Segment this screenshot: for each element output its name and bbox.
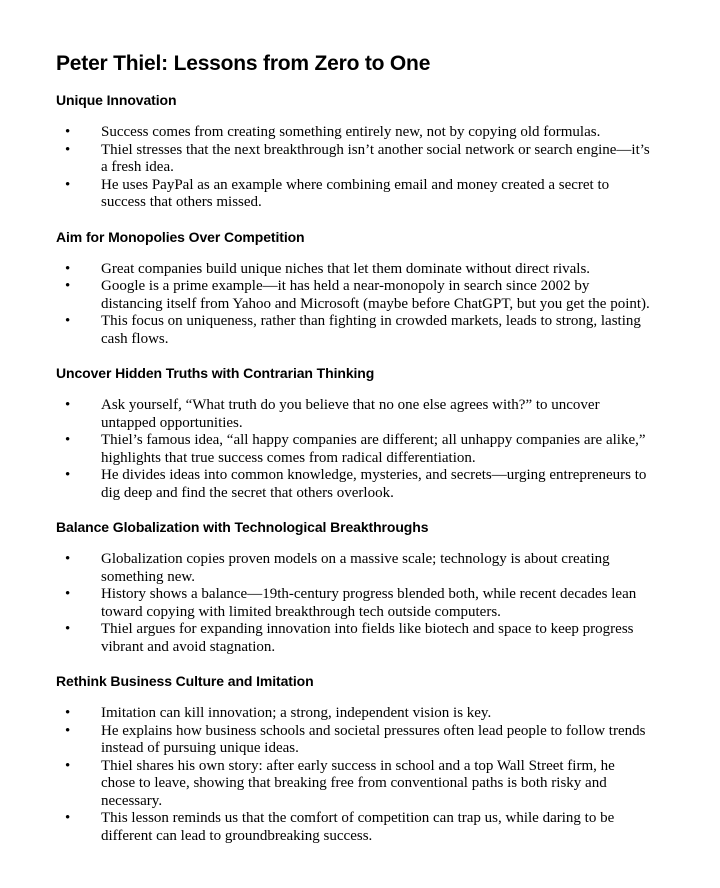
bullet-text: Success comes from creating something entirely new, not by copying old formulas. <box>101 124 601 140</box>
bullet-text: Thiel’s famous idea, “all happy companies are different; all unhappy companies are alike,” highlights that true success comes from radical differentiation. <box>101 432 646 466</box>
bullet-text: This focus on uniqueness, rather than fighting in crowded markets, leads to strong, lasting cash flows. <box>101 313 641 347</box>
section-heading: Unique Innovation <box>56 92 177 108</box>
section-heading: Rethink Business Culture and Imitation <box>56 673 314 689</box>
section-3 <box>56 364 720 502</box>
bullet-icon: • <box>65 757 71 774</box>
bullet-list <box>56 705 720 845</box>
section-2 <box>56 228 720 349</box>
bullet-text: Globalization copies proven models on a massive scale; technology is about creating something new. <box>101 551 610 585</box>
bullet-list <box>56 261 720 349</box>
list-item <box>56 467 651 502</box>
list-item <box>56 261 651 279</box>
list-item <box>56 810 651 845</box>
bullet-list <box>56 397 720 502</box>
bullet-text: He explains how business schools and societal pressures often lead people to follow trends instead of pursuing unique ideas. <box>101 722 646 756</box>
list-item <box>56 124 651 142</box>
section-heading: Balance Globalization with Technological Breakthroughs <box>56 519 429 535</box>
list-item <box>56 758 651 811</box>
list-item <box>56 397 651 432</box>
section-4 <box>56 518 720 656</box>
bullet-text: He divides ideas into common knowledge, mysteries, and secrets—urging entrepreneurs to dig deep and find the secret that others overlook. <box>101 467 647 501</box>
list-item <box>56 705 651 723</box>
list-item <box>56 142 651 177</box>
bullet-icon: • <box>65 141 71 158</box>
list-item <box>56 278 651 313</box>
document-title: Peter Thiel: Lessons from Zero to One <box>56 52 431 75</box>
bullet-text: History shows a balance—19th-century progress blended both, while recent decades lean toward copying with limited breakthrough tech outside computers. <box>101 586 637 620</box>
bullet-icon: • <box>65 467 71 483</box>
bullet-icon: • <box>65 705 71 721</box>
bullet-icon: • <box>65 124 71 140</box>
bullet-list <box>56 551 720 656</box>
bullet-text: Ask yourself, “What truth do you believe that no one else agrees with?” to uncover untapped opportunities. <box>101 397 600 431</box>
bullet-text: Thiel shares his own story: after early success in school and a top Wall Street firm, he chose to leave, showing that breaking free from conventional paths is both risky and necessary. <box>101 757 615 809</box>
bullet-text: Thiel stresses that the next breakthrough isn’t another social network or search engine—it’s a fresh idea. <box>101 141 650 175</box>
section-heading: Uncover Hidden Truths with Contrarian Thinking <box>56 365 375 381</box>
bullet-text: This lesson reminds us that the comfort of competition can trap us, while daring to be different can lead to groundbreaking success. <box>101 810 615 844</box>
bullet-text: Imitation can kill innovation; a strong, independent vision is key. <box>101 705 492 721</box>
list-item <box>56 621 651 656</box>
section-1 <box>56 91 720 212</box>
list-item <box>56 432 651 467</box>
list-item <box>56 177 651 212</box>
bullet-icon: • <box>65 176 71 193</box>
list-item <box>56 723 651 758</box>
list-item <box>56 551 651 586</box>
bullet-text: Google is a prime example—it has held a near-monopoly in search since 2002 by distancing itself from Yahoo and Microsoft (maybe before ChatGPT, but you get the point). <box>101 278 650 312</box>
bullet-icon: • <box>65 621 71 637</box>
bullet-icon: • <box>65 313 71 329</box>
bullet-icon: • <box>65 722 71 739</box>
section-5 <box>56 672 720 845</box>
bullet-icon: • <box>65 551 71 567</box>
bullet-icon: • <box>65 397 71 413</box>
bullet-icon: • <box>65 586 71 602</box>
list-item <box>56 586 651 621</box>
section-heading: Aim for Monopolies Over Competition <box>56 228 305 245</box>
bullet-icon: • <box>65 432 71 448</box>
bullet-icon: • <box>65 260 71 277</box>
bullet-icon: • <box>65 810 71 826</box>
bullet-icon: • <box>65 278 71 294</box>
list-item <box>56 313 651 348</box>
document-body <box>56 91 720 845</box>
bullet-text: Thiel argues for expanding innovation into fields like biotech and space to keep progress vibrant and avoid stagnation. <box>101 621 634 655</box>
bullet-text: He uses PayPal as an example where combining email and money created a secret to success that others missed. <box>101 176 610 210</box>
bullet-text: Great companies build unique niches that let them dominate without direct rivals. <box>101 260 591 277</box>
bullet-list <box>56 124 720 212</box>
